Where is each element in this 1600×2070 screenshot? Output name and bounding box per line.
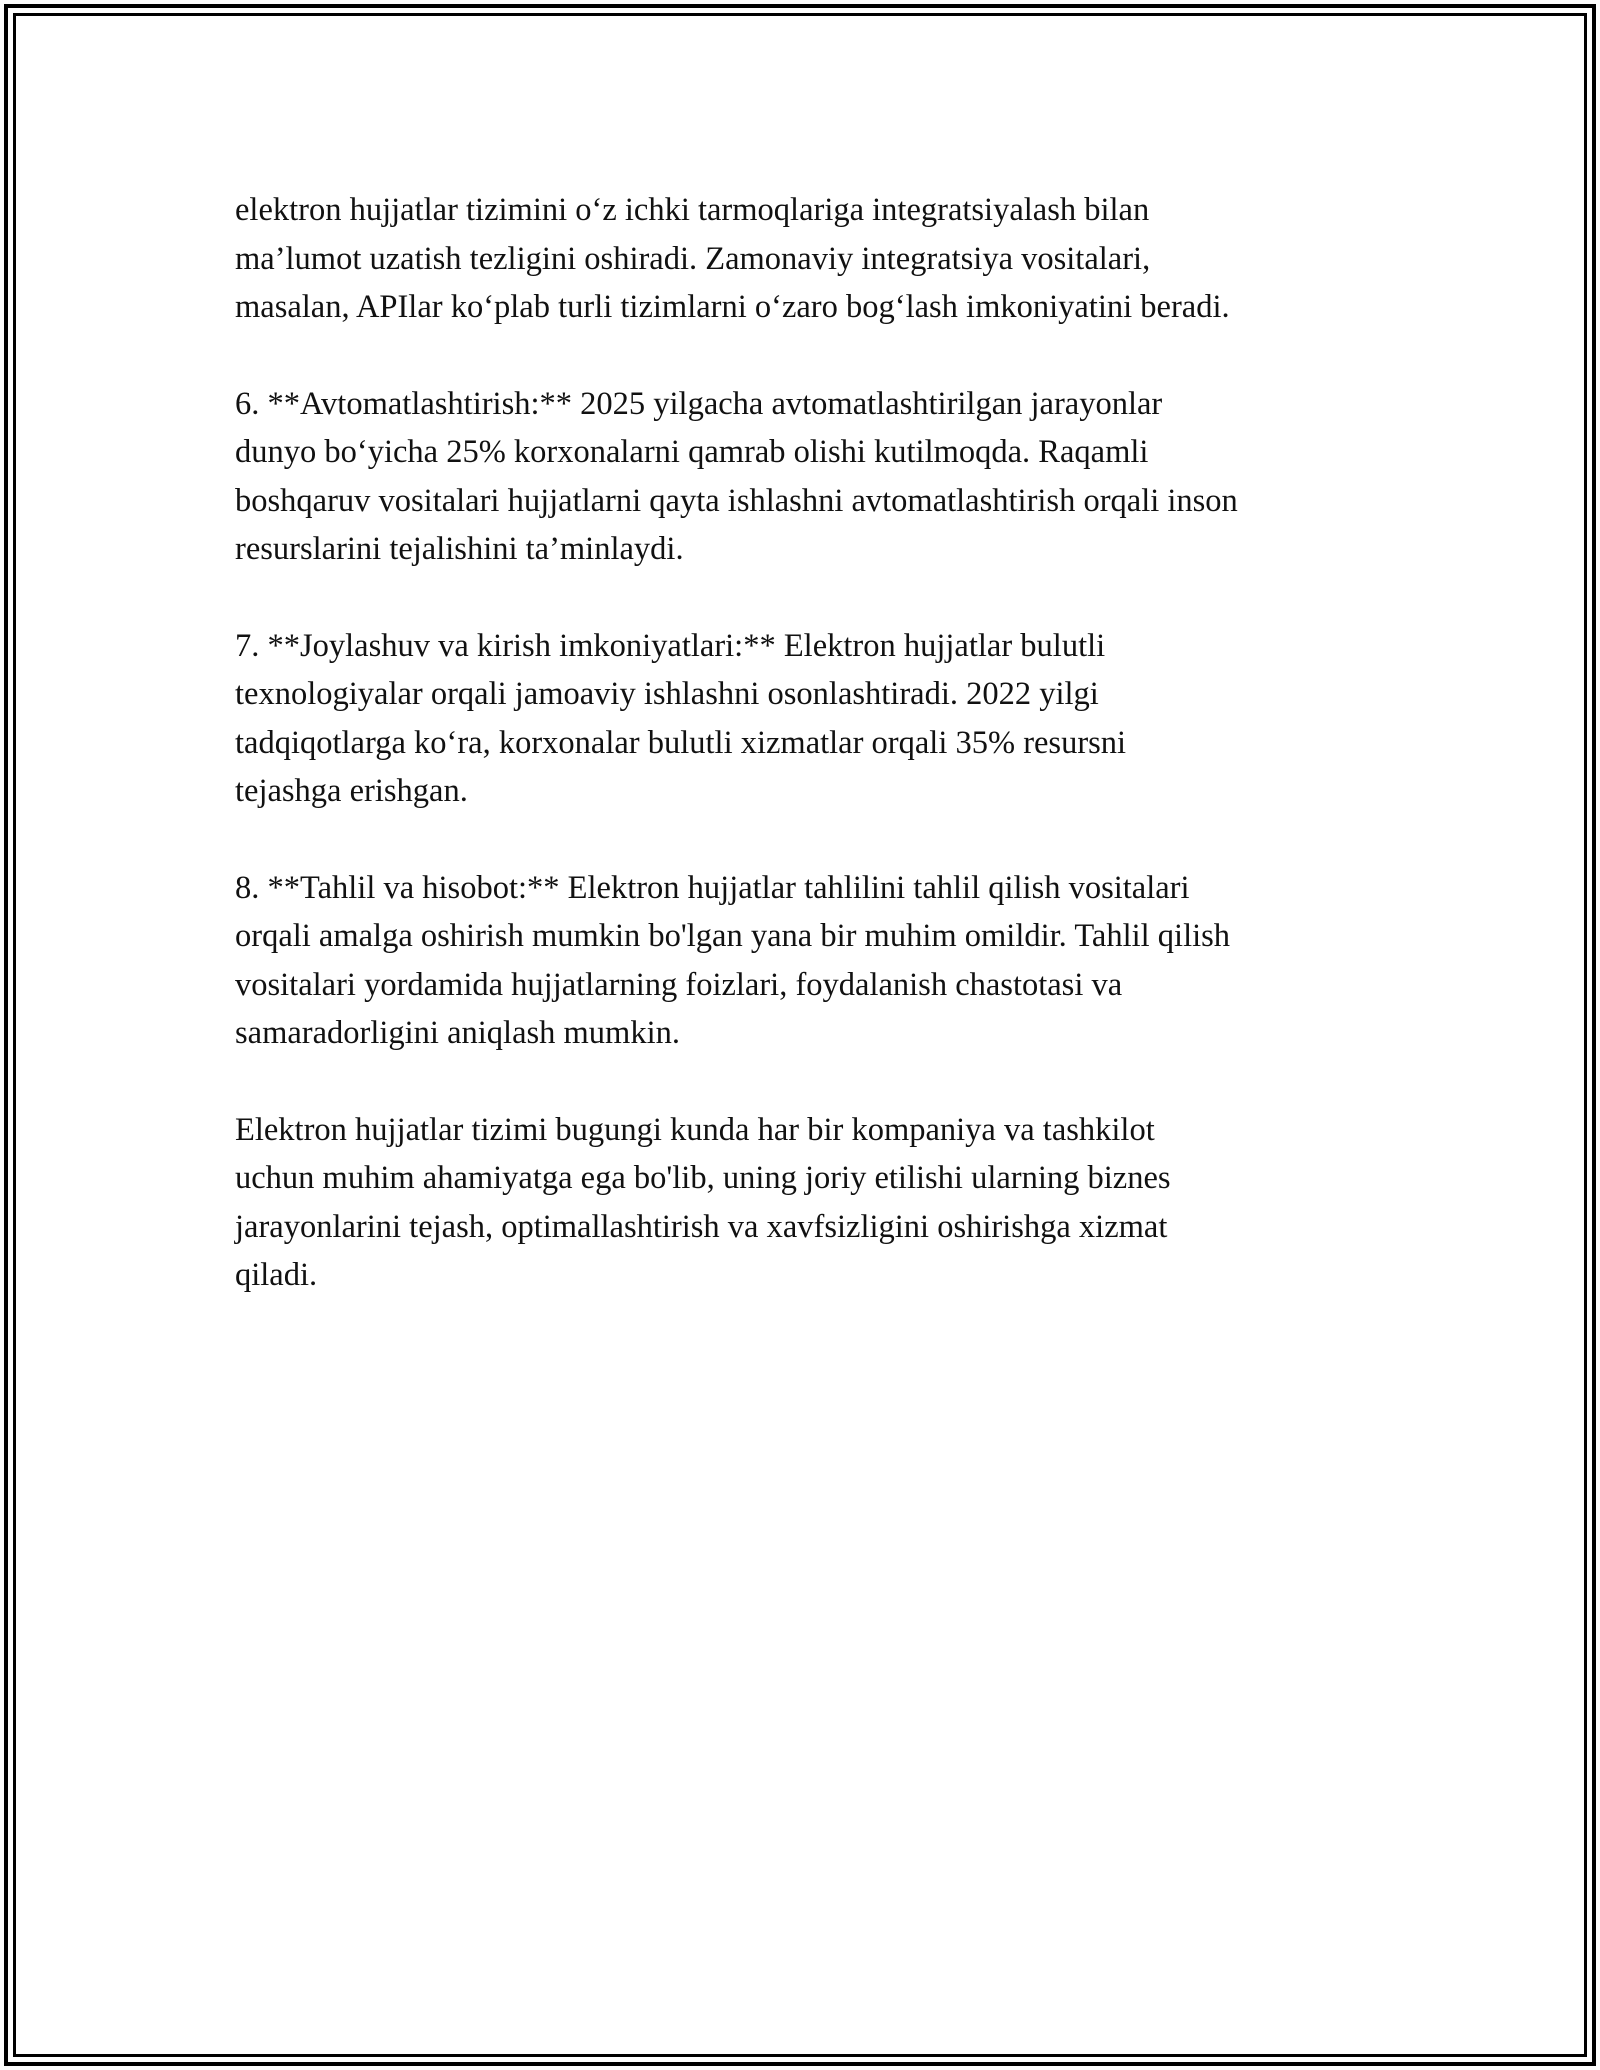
text-line: resurslarini tejalishini ta’minlaydi.: [235, 531, 684, 567]
text-line: tadqiqotlarga ko‘ra, korxonalar bulutli xizmatlar orqali 35% resursni: [235, 724, 1127, 761]
text-line: orqali amalga oshirish mumkin bo'lgan yana bir muhim omildir. Tahlil qilish: [235, 918, 1231, 954]
document-body: [235, 186, 1385, 1348]
paragraph-automation: [235, 380, 1385, 574]
text-line: Elektron hujjatlar tizimi bugungi kunda har bir kompaniya va tashkilot: [235, 1111, 1155, 1148]
text-line: uchun muhim ahamiyatga ega bo'lib, uning joriy etilishi ularning biznes: [235, 1160, 1171, 1196]
text-line: jarayonlarini tejash, optimallashtirish va xavfsizligini oshirishga xizmat: [235, 1208, 1168, 1245]
text-line: 6. **Avtomatlashtirish:** 2025 yilgacha avtomatlashtirilgan jarayonlar: [235, 385, 1163, 422]
text-line: 7. **Joylashuv va kirish imkoniyatlari:** Elektron hujjatlar bulutli: [235, 627, 1106, 664]
text-line: vositalari yordamida hujjatlarning foizlari, foydalanish chastotasi va: [235, 966, 1123, 1003]
paragraph-integration-continuation: [235, 186, 1385, 332]
text-line: qiladi.: [235, 1257, 318, 1293]
text-line: elektron hujjatlar tizimini o‘z ichki tarmoqlariga integratsiyalash bilan: [235, 192, 1150, 228]
text-line: ma’lumot uzatish tezligini oshiradi. Zamonaviy integratsiya vositalari,: [235, 240, 1151, 277]
text-line: 8. **Tahlil va hisobot:** Elektron hujjatlar tahlilini tahlil qilish vositalari: [235, 869, 1190, 906]
text-line: boshqaruv vositalari hujjatlarni qayta ishlashni avtomatlashtirish orqali inson: [235, 482, 1238, 519]
paragraph-conclusion: [235, 1106, 1385, 1300]
text-line: samaradorligini aniqlash mumkin.: [235, 1015, 680, 1051]
text-line: tejashga erishgan.: [235, 773, 468, 809]
paragraph-location-access: [235, 622, 1385, 816]
text-line: masalan, APIlar ko‘plab turli tizimlarni o‘zaro bog‘lash imkoniyatini beradi.: [235, 289, 1230, 325]
text-line: dunyo bo‘yicha 25% korxonalarni qamrab olishi kutilmoqda. Raqamli: [235, 434, 1149, 470]
paragraph-analysis-reporting: [235, 864, 1385, 1058]
text-line: texnologiyalar orqali jamoaviy ishlashni osonlashtiradi. 2022 yilgi: [235, 676, 1099, 712]
